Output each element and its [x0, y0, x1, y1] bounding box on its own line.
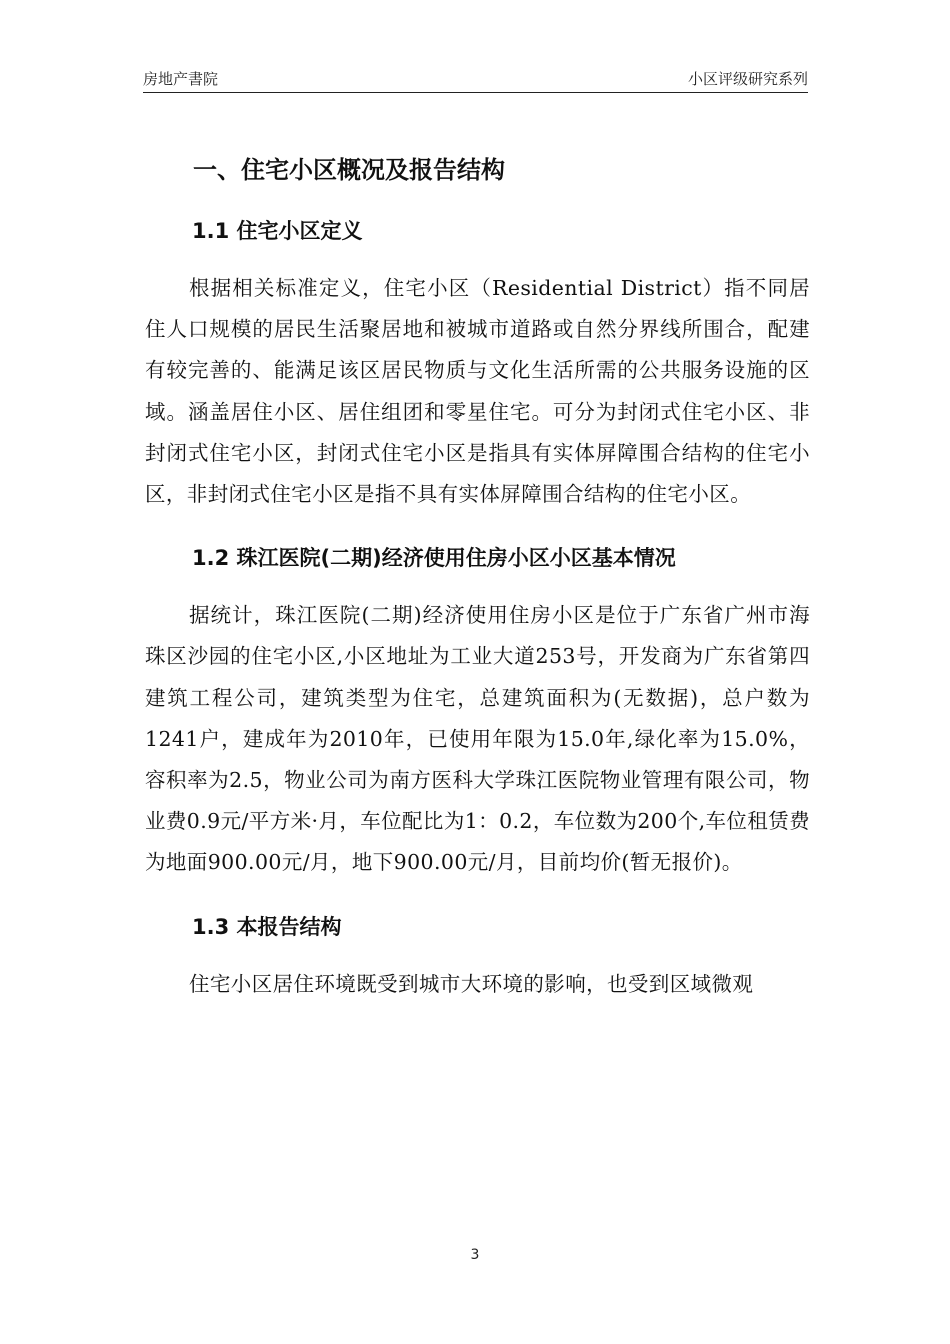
page-body: [145, 140, 810, 1005]
paragraph-report-structure: 住宅小区居住环境既受到城市大环境的影响，也受到区域微观: [189, 971, 754, 996]
subsection-title-1-2: 1.2 珠江医院(二期)经济使用住房小区小区基本情况: [192, 546, 676, 571]
page-header: [143, 66, 808, 93]
paragraph-basic-info: 据统计，珠江医院(二期)经济使用住房小区是位于广东省广州市海珠区沙园的住宅小区,小区地址为工业大道253号，开发商为广东省第四建筑工程公司，建筑类型为住宅，总建筑面积为(无数据)，总户数为1241户，建成年为2010年，已使用年限为15.0年,绿化率为15.0%，容积率为2.5，物业公司为南方医科大学珠江医院物业管理有限公司，物业费0.9元/平方米·月，车位配比为1：0.2，车位数为200个,车位租赁费为地面900.00元/月，地下900.00元/月，目前均价(暂无报价)。: [145, 603, 811, 875]
page-number: 3: [470, 1247, 480, 1263]
subsection-title-1-1: 1.1 住宅小区定义: [192, 219, 363, 243]
paragraph-definition: 根据相关标准定义，住宅小区（Residential District）指不同居住人口规模的居民生活聚居地和被城市道路或自然分界线所围合，配建有较完善的、能满足该区居民物质与文化生活所需的公共服务设施的区域。涵盖居住小区、居住组团和零星住宅。可分为封闭式住宅小区、非封闭式住宅小区，封闭式住宅小区是指具有实体屏障围合结构的住宅小区，非封闭式住宅小区是指不具有实体屏障围合结构的住宅小区。: [145, 276, 810, 507]
subsection-title-1-3: 1.3 本报告结构: [192, 914, 342, 939]
section-title: 一、住宅小区概况及报告结构: [193, 156, 505, 184]
header-publisher: 房地产書院: [143, 70, 219, 88]
header-series-title: 小区评级研究系列: [687, 70, 808, 88]
